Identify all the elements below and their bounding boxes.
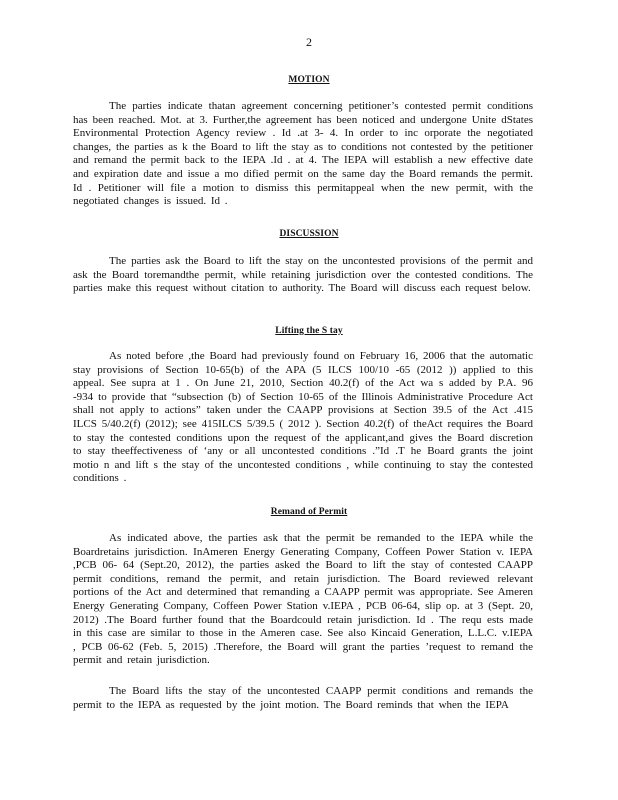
paragraph-text: The parties indicate thatan agreement concerning petitioner’s contested permit conditions has been reached. Mot. at 3. Further,the agreement has been noticed and undergone Unite dStates Environmental Protection Agency review . Id .at 3- 4. In order to inc orporate the negotiated changes, the parties as k the Board to lift the stay as to conditions not contested by the petitioner and remand the permit back to the IEPA .Id . at 4. The IEPA will establish a new effective date and expiration date and issue a mo dified permit on the same day the Board remands the permit. Id . Petitioner will file a motion to dismiss this permitappeal when the new permit, with the negotiated changes is issued. Id . bbox=[73, 100, 533, 208]
heading-motion: MOTION bbox=[288, 75, 330, 85]
paragraph-motion bbox=[73, 100, 533, 209]
paragraph-remand-of-permit bbox=[73, 532, 533, 668]
heading-remand-of-permit: Remand of Permit bbox=[270, 507, 348, 517]
paragraph-text: The parties ask the Board to lift the stay on the uncontested provisions of the permit and ask the Board toremandthe permit, while retaining jurisdiction over the contested conditions. The parties make this request without citation to authority. The Board will discuss each request below. bbox=[73, 255, 533, 295]
heading-lifting-the-stay: Lifting the S tay bbox=[275, 326, 343, 336]
paragraph-discussion bbox=[73, 255, 533, 296]
paragraph-text: The Board lifts the stay of the uncontested CAAPP permit conditions and remands the permit to the IEPA as requested by the joint motion. The Board reminds that when the IEPA bbox=[73, 685, 533, 711]
paragraph-lifting-the-stay bbox=[73, 350, 533, 486]
paragraph-text: As indicated above, the parties ask that the permit be remanded to the IEPA while the Boardretains jurisdiction. InAmeren Energy Generating Company, Coffeen Power Station v. IEPA ,PCB 06- 64 (Sept.20, 2012), the parties asked the Board to lift the stay of contested CAAPP permit conditions, remand the permit, and retain jurisdiction. The Board reviewed relevant portions of the Act and determined that remanding a CAAPP permit was appropriate. See Ameren Energy Generating Company, Coffeen Power Station v.IEPA , PCB 06-64, slip op. at 3 (Sept. 20, 2012) .The Board further found that the Boardcould retain jurisdiction. Id . The requ ests made in this case are similar to those in the Ameren case. See also Kincaid Generation, L.L.C. v.IEPA , PCB 06-62 (Feb. 5, 2015) .Therefore, the Board will grant the parties ’request to remand the permit and retain jurisdiction. bbox=[73, 532, 533, 667]
paragraph-text: As noted before ,the Board had previously found on February 16, 2006 that the automatic stay provisions of Section 10-65(b) of the APA (5 ILCS 100/10 -65 (2012 )) applied to this appeal. See supra at 1 . On June 21, 2010, Section 40.2(f) of the Act wa s added by P.A. 96 -934 to provide that “subsection (b) of Section 10-65 of the Illinois Administrative Procedure Act shall not apply to actions” taken under the CAAPP provisions at Section 39.5 of the Act .415 ILCS 5/40.2(f) (2012); see 415ILCS 5/39.5 ( 2012 ). Section 40.2(f) of theAct requires the Board to stay the contested conditions upon the request of the applicant,and gives the Board discretion to stay theeffectiveness of ‘any or all uncontested conditions .”Id .T he Board grants the joint motio n and lift s the stay of the uncontested conditions , while continuing to stay the contested conditions . bbox=[73, 350, 533, 485]
page-number: 2 bbox=[306, 35, 312, 49]
heading-discussion: DISCUSSION bbox=[279, 229, 339, 239]
paragraph-board-lifts-stay bbox=[73, 685, 533, 712]
